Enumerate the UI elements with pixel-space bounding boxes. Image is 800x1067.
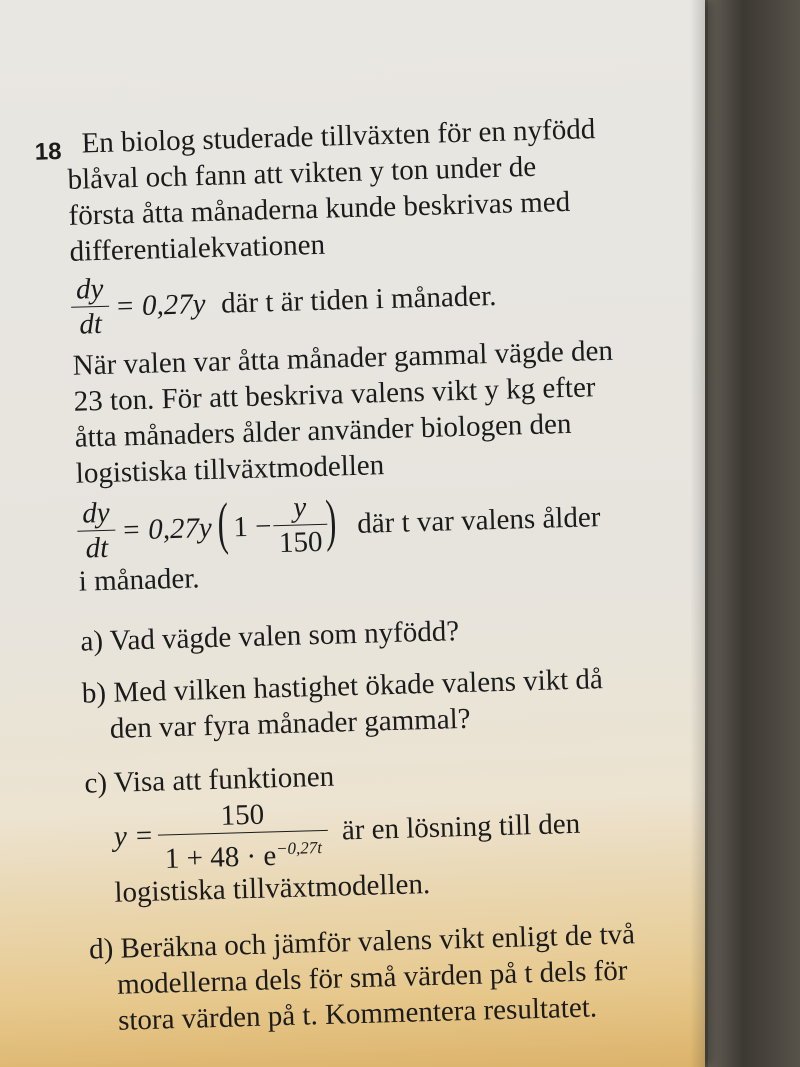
eq2-text: där t var valens ålder: [356, 501, 601, 540]
part-a: a) Vad vägde valen som nyfödd?: [80, 615, 460, 658]
eq2-fraction: [76, 496, 116, 566]
eq2-rhs: = 0,27y: [120, 511, 213, 547]
intro-line-3: första åtta månaderna kunde beskrivas med: [68, 185, 571, 232]
intro-line-1: En biolog studerade tillväxten för en nyfödd: [81, 113, 596, 160]
eq1-numerator: dy: [75, 272, 104, 306]
eq2-numerator: dy: [81, 496, 111, 530]
problem-number: 18: [34, 138, 62, 166]
book-cover: [705, 0, 800, 1067]
part-d-line-3: stora värden på t. Kommentera resultatet.: [117, 991, 598, 1037]
part-c-lhs: y =: [113, 819, 155, 853]
part-c-line-1: c) Visa att funktionen: [83, 760, 335, 800]
eq2-inner: 1 −: [232, 510, 272, 544]
intro-line-4: differentialekvationen: [69, 228, 326, 268]
part-c-text: är en lösning till den: [341, 807, 581, 847]
part-c-exponent: −0,27t: [275, 838, 323, 859]
eq1-text: där t är tiden i månader.: [220, 279, 497, 320]
mid-line-4: logistiska tillväxtmodellen: [75, 449, 385, 490]
eq2-inner-numerator: y: [292, 491, 307, 524]
part-c-numerator: 150: [220, 798, 265, 832]
eq1-rhs: = 0,27y: [114, 288, 207, 323]
eq2-text-2: i månader.: [78, 562, 201, 598]
part-b-line-1: b) Med vilken hastighet ökade valens vikt då: [81, 663, 604, 710]
mid-line-3: åtta månaders ålder använder biologen den: [74, 407, 572, 454]
part-d-line-1: d) Beräkna och jämför valens vikt enligt de två: [88, 918, 636, 966]
eq2-right-paren: ): [324, 487, 338, 553]
eq2-inner-denominator: 150: [273, 524, 328, 560]
part-b-line-2: den var fyra månader gammal?: [109, 702, 471, 745]
part-d-line-2: modellerna dels för små värden på t dels för: [116, 954, 628, 1001]
part-c-denominator: [158, 830, 329, 876]
eq1-denominator: dt: [71, 306, 110, 342]
part-c-fraction: [157, 796, 329, 876]
eq2-denominator: dt: [77, 530, 116, 566]
eq2-inner-fraction: [272, 490, 328, 560]
part-c-denominator-base: 1 + 48 · e: [164, 839, 277, 876]
mid-line-2: 23 ton. För att beskriva valens vikt y kg efter: [73, 371, 596, 418]
eq2-left-paren: (: [216, 490, 230, 556]
intro-line-2: blåval och fann att vikten y ton under de: [67, 150, 537, 196]
part-c-line-2: logistiska tillväxtmodellen.: [114, 868, 431, 909]
mid-line-1: När valen var åtta månader gammal vägde den: [72, 334, 614, 382]
eq1-fraction: [70, 272, 110, 342]
page-edge-shadow: [690, 0, 708, 1067]
